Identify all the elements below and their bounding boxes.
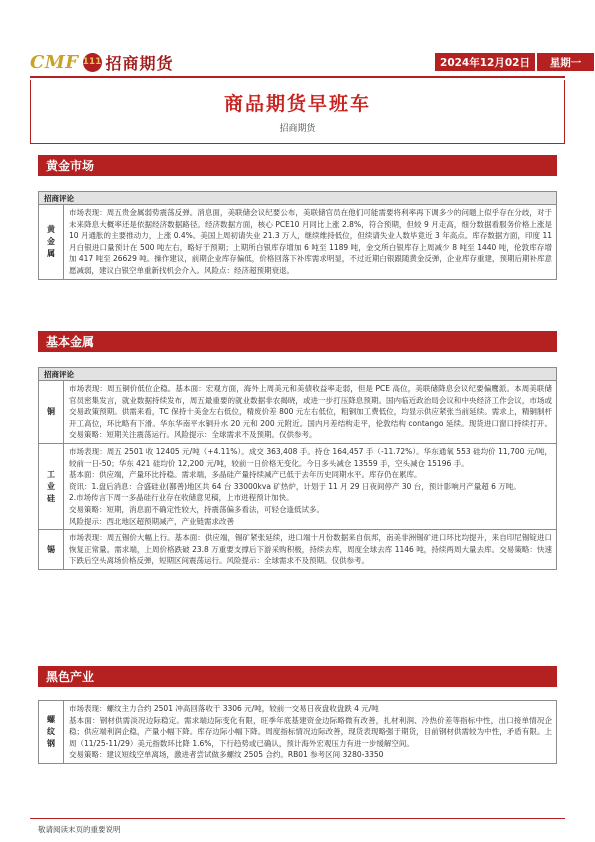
row-commentary: 市场表现：螺纹主力合约 2501 冲高回落收于 3306 元/吨，较前一交易日夜盘收盘跌 4 元/吨 基本面：钢材供需淡况边际稳定。需求端边际变化有限，旺季年底基建资金边际略微有改善，扎材利润、冷热价差等指标中性，出口接单情况企稳；供应端利润企稳，产量小幅下降。库存边际小幅下降。周度指标情况边际改善，现货表现略强于期货，目前钢材供需较为中性，矛盾有限。上周（11/25-11/29）美元指数环比降 1.6%，下行趋势或已确认，预计海外宏观压力有进一步缓解空间。 交易策略：建议短线空单离场，激进者尝试做多螺纹 2505 合约。RB01 参考区间 3280-3350 xyxy=(69,704,552,760)
logo-seal-icon: 111 xyxy=(83,53,102,72)
section-title-gold: 黄金市场 xyxy=(38,155,557,176)
title-block xyxy=(30,80,565,144)
logo-cmf-text: CMF xyxy=(30,51,79,73)
report-weekday: 星期一 xyxy=(537,53,594,71)
row-category: 工 业 硅 xyxy=(39,444,64,529)
row-commentary: 市场表现：周五铜价低位企稳。基本面：宏观方面，海外上周美元和美债收益率走弱，但是 PCE 高位，美联储降息会议纪要偏鹰派。本周美联储官员密集发言，就业数据持续发布，周五最重要的就业数据非农揭晓，或进一步打压降息预期。国内临近政治局会议和中央经济工作会议，市场或交易政策预期。供需来看，TC 保持十美金左右低位，精废价差 800 元左右低位，粗铜加工费低位，均显示供应紧张当前延续。需求上，精铜制杆开工高位，环比略有下滑。华东华南平水铜升水 20 元和 200 元附近。国内月差结构走平，伦敦结构 contango 延续。现货进口窗口持续打开。交易策略：短期关注震荡运行。风险提示：全球需求不及预期。仅供参考。 xyxy=(69,384,552,440)
footer-divider xyxy=(30,818,565,819)
black-industry-commentary-table xyxy=(38,700,557,764)
table-row xyxy=(39,530,556,569)
row-category: 铜 xyxy=(39,381,64,443)
report-date: 2024年12月02日 xyxy=(435,53,535,71)
row-commentary: 市场表现：周五 2501 收 12405 元/吨（+4.11%）。成交 363,408 手。持仓 164,457 手（-11.72%）。华东通氧 553 硅均价 11,700 元/吨，较前一日-50；华东 421 硅均价 12,200 元/吨，较前一日价格无变化。今日多头减仓 13559 手，空头减仓 15196 手。 基本面：供应端，产量环比持稳。需求端，多晶硅产量持续减产已低于去年历史同期水平。库存仍在累库。 资讯：1.盘后消息：合盛硅业(鄯善)地区共 64 台 33000kva 矿热炉，计划于 11 月 29 日夜间停产 30 台，预计影响月产量超 6 万吨。 2.市场传言下周一多晶硅行业存在收储意见稿，上市进程预计加快。 交易策略：短期，消息面不确定性较大，持震荡偏多看法，可轻仓逢低试多。 风险提示：西北地区超预期减产，产业链需求改善 xyxy=(69,446,552,526)
page-subtitle: 招商期货 xyxy=(279,124,316,134)
table-row xyxy=(39,444,556,530)
table-row xyxy=(39,205,556,279)
footer-disclaimer: 敬请阅读末页的重要说明 xyxy=(38,825,121,834)
row-commentary: 市场表现：周五贵金属弱势震荡反弹。消息面，美联储会议纪要公布，美联储官员在他们可能需要将利率再下调多少的问题上似乎存在分歧，对于未来降息大概率还是依据经济数据路径。经济数据方面，核心 PCE10 月同比上涨 2.8%，符合预期，但较 9 月走高，细分数据看服务价格上涨是 10 月通胀的主要推动力，上涨 0.4%。美国上周初请失业 21.3 万人，继续维持低位，但续请失业人数毕竟近 3 年高点。库存数据方面，印度 11 月白银进口量预计在 500 吨左右，略好于预期；上期所白银库存增加 6 吨至 1189 吨，金交所白银库存上周减少 8 吨至 1440 吨，伦敦库存增加 417 吨至 26629 吨。操作建议，前期企业库存偏低，价格回落下补库需求明显，不过近期白银跟随黄金反弹，企业库存重建，预期后期补库意愿减弱，建议白银空单重新找机会介入。风险点：经济超预期衰退。 xyxy=(69,208,552,275)
gold-commentary-table xyxy=(38,191,557,280)
company-logo xyxy=(30,50,174,74)
page-title: 商品期货早班车 xyxy=(223,93,371,115)
base-metals-commentary-table xyxy=(38,367,557,570)
logo-company-name: 招商期货 xyxy=(105,53,174,73)
section-title-black-industry: 黑色产业 xyxy=(38,666,557,687)
header-divider xyxy=(30,76,565,78)
table-row xyxy=(39,381,556,444)
row-category: 螺 纹 钢 xyxy=(39,701,64,763)
table-row xyxy=(39,701,556,763)
table-header: 招商评论 xyxy=(39,368,556,381)
table-header: 招商评论 xyxy=(39,192,556,205)
row-category: 锡 xyxy=(39,530,64,569)
section-title-base-metals: 基本金属 xyxy=(38,331,557,352)
report-header xyxy=(30,45,582,78)
row-commentary: 市场表现：周五锡价大幅上行。基本面：供应端，锡矿紧张延续，进口端十月份数据来自佤邦，南美非洲锡矿进口环比均提升，来自印尼锡锭进口恢复正常量。需求端，上周价格跌破 23.8 万重要支撑后下游采购积极，持续去库，周度全球去库 1146 吨，持续两周大量去库。交易策略：快速下跌后空头离场价格反弹，短期区间震荡运行。风险提示：全球需求不及预期。仅供参考。 xyxy=(69,533,552,566)
row-category: 黄 金 属 xyxy=(39,205,64,279)
